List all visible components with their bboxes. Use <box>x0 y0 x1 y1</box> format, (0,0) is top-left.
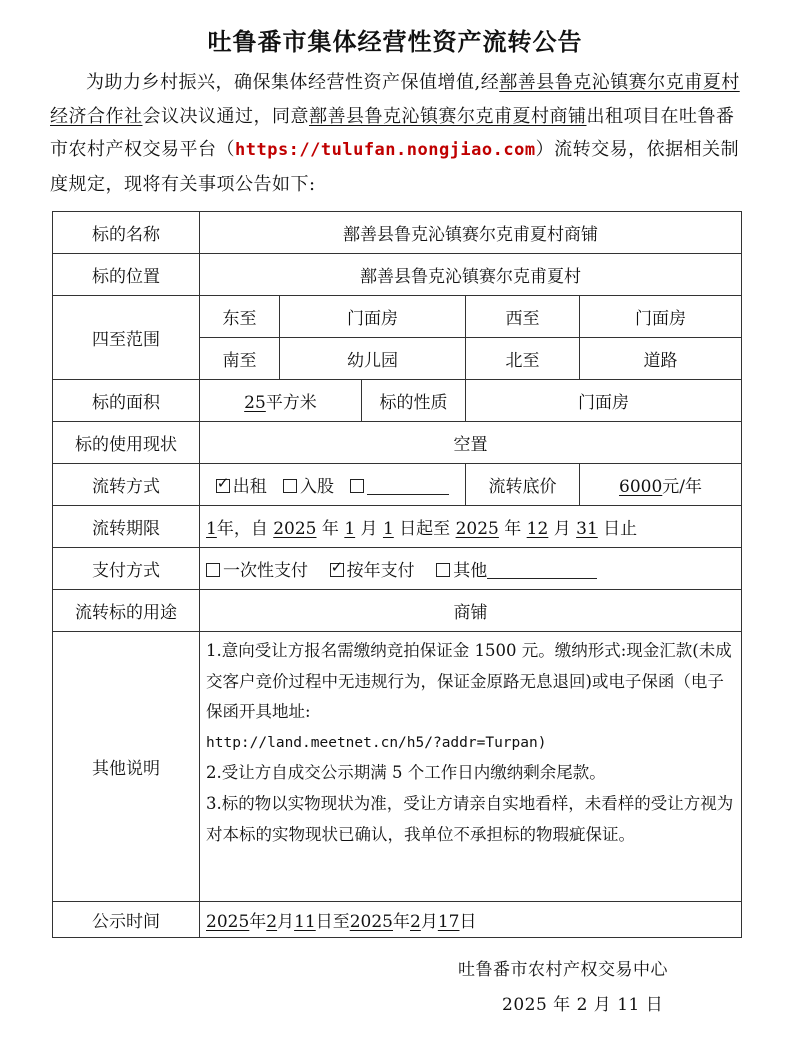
listing-table <box>52 211 742 938</box>
intro-text-2: 会议决议通过，同意 <box>142 105 309 127</box>
reserve-value <box>580 464 742 506</box>
nature-value: 门面房 <box>466 380 742 422</box>
north-value: 道路 <box>580 338 742 380</box>
pub-text: 日至 <box>315 912 350 932</box>
pub-start-year: 2025 <box>206 912 250 932</box>
publicity-value <box>200 902 742 938</box>
intro-org: 鄯善县鲁克沁镇赛尔克甫夏村经济合作社 <box>50 72 740 127</box>
nature-label: 标的性质 <box>362 380 466 422</box>
publicity-label: 公示时间 <box>53 902 200 938</box>
pub-text: 月 <box>420 912 438 932</box>
area-number: 25 <box>244 393 266 413</box>
pub-text: 年 <box>393 912 410 932</box>
east-value: 门面房 <box>280 296 466 338</box>
method-option-share: 入股 <box>300 477 334 497</box>
term-start-year: 2025 <box>273 519 317 539</box>
name-value: 鄯善县鲁克沁镇赛尔克甫夏村商铺 <box>200 212 742 254</box>
reserve-amount: 6000 <box>619 477 663 497</box>
row-payment <box>53 548 742 590</box>
method-other-blank[interactable] <box>367 478 449 495</box>
term-text: 日起至 <box>399 519 451 539</box>
signature-date: 2025 年 2 月 11 日 <box>502 995 664 1015</box>
pub-start-day: 11 <box>294 912 316 932</box>
method-options <box>200 464 466 506</box>
checkbox-rent-icon[interactable] <box>216 479 230 493</box>
intro-subject: 鄯善县鲁克沁镇赛尔克甫夏村商铺 <box>309 105 587 127</box>
row-name <box>53 212 742 254</box>
intro-paragraph <box>50 66 750 201</box>
term-start-month: 1 <box>344 519 356 539</box>
usage-label: 流转标的用途 <box>53 590 200 632</box>
pub-start-month: 2 <box>266 912 278 932</box>
term-value <box>200 506 742 548</box>
pub-end-month: 2 <box>410 912 421 932</box>
checkbox-other-method-icon[interactable] <box>350 479 364 493</box>
method-option-rent: 出租 <box>232 477 267 497</box>
row-status <box>53 422 742 464</box>
term-text: 年 <box>504 519 522 539</box>
payment-options <box>200 548 742 590</box>
west-label: 西至 <box>466 296 580 338</box>
note-3: 3.标的物以实物现状为准，受让方请亲自实地看样，未看样的受让方视为对本标的实物现状已确认，我单位不承担标的物瑕疵保证。 <box>206 793 734 844</box>
term-end-day: 31 <box>576 519 598 539</box>
notes-value <box>200 632 742 902</box>
method-label: 流转方式 <box>53 464 200 506</box>
note-1: 1.意向受让方报名需缴纳竞拍保证金 1500 元。缴纳形式:现金汇款(未成交客户竞价过程中无违规行为，保证金原路无息退回)或电子保函（电子保函开具地址: <box>206 641 732 722</box>
west-value: 门面房 <box>580 296 742 338</box>
pub-text: 月 <box>277 912 295 932</box>
row-publicity <box>53 902 742 938</box>
status-value: 空置 <box>200 422 742 464</box>
name-label: 标的名称 <box>53 212 200 254</box>
row-boundary-1 <box>53 296 742 338</box>
term-text: 月 <box>553 519 571 539</box>
intro-text-4: ）流转交易，依据相关制度规定，现将有关事项公告如下: <box>50 139 740 195</box>
checkbox-share-icon[interactable] <box>283 479 297 493</box>
note-2: 2.受让方自成交公示期满 5 个工作日内缴纳剩余尾款。 <box>206 763 606 783</box>
term-label: 流转期限 <box>53 506 200 548</box>
term-text: 年 <box>321 519 339 539</box>
page-title: 吐鲁番市集体经营性资产流转公告 <box>207 28 583 56</box>
area-label: 标的面积 <box>53 380 200 422</box>
checkbox-other-payment-icon[interactable] <box>436 563 450 577</box>
area-value <box>200 380 362 422</box>
term-text: 日止 <box>603 519 638 539</box>
row-notes <box>53 632 742 902</box>
usage-value: 商铺 <box>200 590 742 632</box>
location-label: 标的位置 <box>53 254 200 296</box>
term-text: 月 <box>360 519 378 539</box>
term-years: 1 <box>206 519 217 539</box>
payment-option-annual: 按年支付 <box>346 561 415 581</box>
east-label: 东至 <box>200 296 280 338</box>
pub-text: 年 <box>249 912 267 932</box>
note-link[interactable]: http://land.meetnet.cn/h5/?addr=Turpan) <box>206 734 547 751</box>
north-label: 北至 <box>466 338 580 380</box>
row-term <box>53 506 742 548</box>
checkbox-annual-icon[interactable] <box>330 563 344 577</box>
checkbox-lump-sum-icon[interactable] <box>206 563 220 577</box>
pub-end-year: 2025 <box>349 912 393 932</box>
intro-text-3: 出租项目在吐鲁番市农村产权交易平台（ <box>50 105 735 160</box>
row-area <box>53 380 742 422</box>
reserve-unit: 元/年 <box>662 477 703 497</box>
reserve-label: 流转底价 <box>466 464 580 506</box>
location-value: 鄯善县鲁克沁镇赛尔克甫夏村 <box>200 254 742 296</box>
south-value: 幼儿园 <box>280 338 466 380</box>
platform-link[interactable]: https://tulufan.nongjiao.com <box>235 140 536 160</box>
status-label: 标的使用现状 <box>53 422 200 464</box>
row-location <box>53 254 742 296</box>
intro-text-1: 为助力乡村振兴，确保集体经营性资产保值增值,经 <box>86 72 500 93</box>
pub-end-day: 17 <box>437 912 460 932</box>
term-end-year: 2025 <box>455 519 499 539</box>
term-start-day: 1 <box>382 519 394 539</box>
boundary-label: 四至范围 <box>53 296 200 380</box>
term-text: 年，自 <box>216 519 268 539</box>
row-usage <box>53 590 742 632</box>
payment-label: 支付方式 <box>53 548 200 590</box>
signature-org: 吐鲁番市农村产权交易中心 <box>458 960 668 980</box>
notes-label: 其他说明 <box>53 632 200 902</box>
payment-other-blank[interactable] <box>487 562 597 579</box>
payment-option-lump-sum: 一次性支付 <box>223 561 308 581</box>
south-label: 南至 <box>200 338 280 380</box>
pub-text: 日 <box>459 912 477 932</box>
area-unit: 平方米 <box>265 393 317 413</box>
term-end-month: 12 <box>526 519 549 539</box>
row-method <box>53 464 742 506</box>
payment-option-other: 其他 <box>453 561 488 581</box>
